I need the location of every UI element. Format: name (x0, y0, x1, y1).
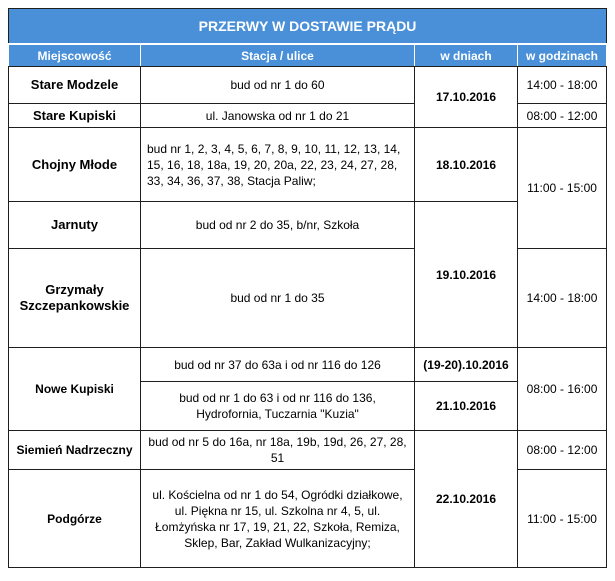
header-location: Miejscowość (9, 44, 141, 67)
table-row (9, 431, 607, 470)
location-cell: Siemień Nadrzeczny (9, 431, 141, 470)
hours-cell: 08:00 - 16:00 (518, 348, 607, 431)
station-cell: ul. Janowska od nr 1 do 21 (141, 104, 415, 128)
table-row (9, 249, 607, 348)
location-cell: Stare Modzele (9, 67, 141, 104)
title-row (9, 9, 607, 45)
station-cell: bud od nr 2 do 35, b/nr, Szkoła (141, 202, 415, 249)
location-cell: Jarnuty (9, 202, 141, 249)
hours-cell: 08:00 - 12:00 (518, 431, 607, 470)
date-cell: 22.10.2016 (415, 431, 518, 568)
hours-cell: 14:00 - 18:00 (518, 67, 607, 104)
date-cell: 18.10.2016 (415, 128, 518, 202)
date-cell: 19.10.2016 (415, 202, 518, 348)
hours-cell: 11:00 - 15:00 (518, 470, 607, 568)
station-cell: bud od nr 37 do 63a i od nr 116 do 126 (141, 348, 415, 382)
table-row (9, 67, 607, 104)
location-cell: Nowe Kupiski (9, 348, 141, 431)
header-row (9, 44, 607, 67)
station-cell: bud nr 1, 2, 3, 4, 5, 6, 7, 8, 9, 10, 11, 12, 13, 14, 15, 16, 18, 18a, 19, 20, 20a, 22, 23, 24, 27, 28, 33, 34, 36, 37, 38, Stacja Paliw; (141, 128, 415, 202)
date-cell: 17.10.2016 (415, 67, 518, 128)
date-cell: (19-20).10.2016 (415, 348, 518, 382)
outage-schedule (8, 8, 606, 574)
hours-cell: 08:00 - 12:00 (518, 104, 607, 128)
location-cell: Grzymały Szczepankowskie (9, 249, 141, 348)
table-title: PRZERWY W DOSTAWIE PRĄDU (9, 9, 607, 45)
table-row (9, 104, 607, 128)
table-row (9, 128, 607, 202)
station-cell: ul. Kościelna od nr 1 do 54, Ogródki działkowe, ul. Piękna nr 15, ul. Szkolna nr 4, 5, ul. Łomżyńska nr 17, 19, 21, 22, Szkoła, Remiza, Sklep, Bar, Zakład Wulkanizacyjny; (141, 470, 415, 568)
date-cell: 21.10.2016 (415, 382, 518, 431)
station-cell: bud od nr 1 do 60 (141, 67, 415, 104)
location-cell: Podgórze (9, 470, 141, 568)
outage-table (8, 8, 607, 568)
table-row (9, 202, 607, 249)
station-cell: bud od nr 1 do 63 i od nr 116 do 136, Hydrofornia, Tuczarnia "Kuzia" (141, 382, 415, 431)
station-cell: bud od nr 1 do 35 (141, 249, 415, 348)
location-cell: Chojny Młode (9, 128, 141, 202)
header-station: Stacja / ulice (141, 44, 415, 67)
station-cell: bud od nr 5 do 16a, nr 18a, 19b, 19d, 26, 27, 28, 51 (141, 431, 415, 470)
hours-cell: 11:00 - 15:00 (518, 128, 607, 249)
table-row (9, 348, 607, 382)
header-hours: w godzinach (518, 44, 607, 67)
header-days: w dniach (415, 44, 518, 67)
hours-cell: 14:00 - 18:00 (518, 249, 607, 348)
location-cell: Stare Kupiski (9, 104, 141, 128)
table-row (9, 470, 607, 568)
